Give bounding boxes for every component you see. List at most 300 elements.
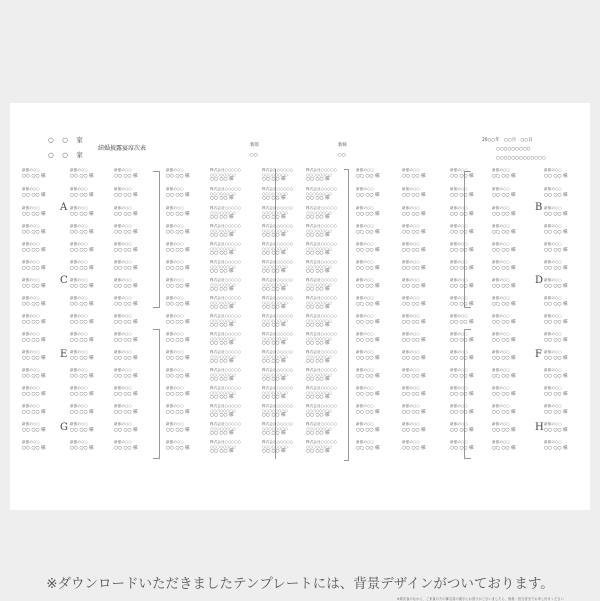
guest-title: 株式会社○○○○○ xyxy=(306,368,337,372)
guest-name: ○○ ○○ 様 xyxy=(492,230,516,235)
guest-subtitle: ○○○○○○○○ xyxy=(306,390,332,395)
guest-name: ○○ ○○ 様 xyxy=(356,230,380,235)
table-label-e: E xyxy=(60,349,68,360)
guest-name: ○○ ○○ 様 xyxy=(114,320,138,325)
guest-title: 株式会社○○○○○ xyxy=(306,278,337,282)
guest-name: ○○ ○○ 様 xyxy=(70,338,94,343)
guest-title: 新郎の○○ xyxy=(114,422,132,426)
guest-name: ○○ ○○ 様 xyxy=(450,174,474,179)
guest-subtitle: ○○○○○○○○ xyxy=(306,408,332,413)
guest-name: ○○ ○○ 様 xyxy=(450,212,474,217)
guest-title: 株式会社○○○○○ xyxy=(210,278,241,282)
venue-line-1: ○○○○○○○○○ xyxy=(496,147,531,152)
guest-subtitle: ○○○○○○○○ xyxy=(306,372,332,377)
guest-title: 株式会社○○○○○ xyxy=(210,260,241,264)
guest-name: ○○ ○○ 様 xyxy=(306,449,330,454)
guest-name: ○○ ○○ 様 xyxy=(544,193,568,198)
guest-name: ○○ ○○ 様 xyxy=(402,174,426,179)
guest-name: ○○ ○○ 様 xyxy=(402,410,426,415)
guest-name: ○○ ○○ 様 xyxy=(22,248,46,253)
guest-name: ○○ ○○ 様 xyxy=(262,323,286,328)
guest-title: 新郎の○○ xyxy=(492,187,510,191)
guest-name: ○○ ○○ 様 xyxy=(210,251,234,256)
guest-title: 株式会社○○○○○ xyxy=(306,386,337,390)
table-bracket xyxy=(153,329,160,459)
guest-title: 新郎の○○ xyxy=(450,168,468,172)
guest-name: ○○ ○○ 様 xyxy=(70,284,94,289)
guest-title: 新郎の○○ xyxy=(544,422,562,426)
guest-title: 新郎の○○ xyxy=(114,296,132,300)
guest-name: ○○ ○○ 様 xyxy=(114,392,138,397)
guest-name: ○○ ○○ 様 xyxy=(450,302,474,307)
guest-title: 新郎の○○ xyxy=(166,296,184,300)
table-label-f: F xyxy=(535,349,542,360)
guest-title: 株式会社○○○○○ xyxy=(262,260,293,264)
guest-name: ○○ ○○ 様 xyxy=(544,338,568,343)
guest-title: 新郎の○○ xyxy=(114,332,132,336)
guest-title: 株式会社○○○○○ xyxy=(210,314,241,318)
guest-name: ○○ ○○ 様 xyxy=(70,302,94,307)
guest-name: ○○ ○○ 様 xyxy=(262,413,286,418)
table-label-c: C xyxy=(60,275,68,286)
guest-title: 新郎の○○ xyxy=(492,314,510,318)
guest-title: 新郎の○○ xyxy=(402,314,420,318)
guest-name: ○○ ○○ 様 xyxy=(450,284,474,289)
table-bracket xyxy=(344,169,349,461)
guest-title: 新郎の○○ xyxy=(492,168,510,172)
guest-name: ○○ ○○ 様 xyxy=(492,338,516,343)
guest-name: ○○ ○○ 様 xyxy=(262,269,286,274)
guest-title: 新郎の○○ xyxy=(450,440,468,444)
guest-name: ○○ ○○ 様 xyxy=(402,392,426,397)
guest-title: 新郎の○○ xyxy=(450,368,468,372)
guest-name: ○○ ○○ 様 xyxy=(22,230,46,235)
guest-title: 新郎の○○ xyxy=(450,386,468,390)
guest-title: 新郎の○○ xyxy=(402,296,420,300)
guest-name: ○○ ○○ 様 xyxy=(306,431,330,436)
guest-title: 株式会社○○○○○ xyxy=(262,350,293,354)
guest-name: ○○ ○○ 様 xyxy=(166,410,190,415)
guest-subtitle: ○○○○○○○○ xyxy=(262,172,288,177)
guest-subtitle: ○○○○○○○○ xyxy=(306,282,332,287)
guest-name: ○○ ○○ 様 xyxy=(70,410,94,415)
guest-title: 株式会社○○○○○ xyxy=(306,422,337,426)
guest-title: 株式会社○○○○○ xyxy=(306,168,337,172)
guest-title: 新郎の○○ xyxy=(356,278,374,282)
guest-name: ○○ ○○ 様 xyxy=(306,341,330,346)
groom-name: ○○ xyxy=(250,153,258,158)
guest-name: ○○ ○○ 様 xyxy=(544,266,568,271)
guest-title: 新郎の○○ xyxy=(402,168,420,172)
guest-title: 新郎の○○ xyxy=(402,187,420,191)
guest-name: ○○ ○○ 様 xyxy=(210,449,234,454)
guest-name: ○○ ○○ 様 xyxy=(450,356,474,361)
guest-name: ○○ ○○ 様 xyxy=(356,193,380,198)
guest-title: 新郎の○○ xyxy=(166,187,184,191)
guest-subtitle: ○○○○○○○○ xyxy=(262,282,288,287)
guest-title: 新郎の○○ xyxy=(356,404,374,408)
guest-name: ○○ ○○ 様 xyxy=(544,374,568,379)
guest-title: 新郎の○○ xyxy=(70,168,88,172)
guest-title: 新郎の○○ xyxy=(166,260,184,264)
guest-name: ○○ ○○ 様 xyxy=(356,174,380,179)
guest-title: 株式会社○○○○○ xyxy=(262,206,293,210)
guest-name: ○○ ○○ 様 xyxy=(114,356,138,361)
guest-title: 新郎の○○ xyxy=(402,242,420,246)
guest-name: ○○ ○○ 様 xyxy=(262,215,286,220)
guest-name: ○○ ○○ 様 xyxy=(114,302,138,307)
guest-title: 新郎の○○ xyxy=(544,440,562,444)
guest-name: ○○ ○○ 様 xyxy=(402,248,426,253)
guest-name: ○○ ○○ 様 xyxy=(114,410,138,415)
guest-name: ○○ ○○ 様 xyxy=(402,446,426,451)
guest-title: 新郎の○○ xyxy=(450,260,468,264)
guest-title: 新郎の○○ xyxy=(402,278,420,282)
guest-name: ○○ ○○ 様 xyxy=(544,428,568,433)
guest-name: ○○ ○○ 様 xyxy=(492,266,516,271)
guest-subtitle: ○○○○○○○○ xyxy=(262,246,288,251)
guest-title: 新郎の○○ xyxy=(70,440,88,444)
guest-name: ○○ ○○ 様 xyxy=(210,287,234,292)
guest-name: ○○ ○○ 様 xyxy=(544,248,568,253)
guest-subtitle: ○○○○○○○○ xyxy=(262,300,288,305)
guest-title: 新郎の○○ xyxy=(544,332,562,336)
guest-name: ○○ ○○ 様 xyxy=(210,215,234,220)
bride-name: ○○ xyxy=(338,153,346,158)
guest-name: ○○ ○○ 様 xyxy=(262,305,286,310)
table-label-h: H xyxy=(535,422,544,433)
guest-title: 新郎の○○ xyxy=(166,440,184,444)
guest-name: ○○ ○○ 様 xyxy=(492,374,516,379)
guest-name: ○○ ○○ 様 xyxy=(262,177,286,182)
guest-subtitle: ○○○○○○○○ xyxy=(306,191,332,196)
guest-name: ○○ ○○ 様 xyxy=(306,323,330,328)
guest-subtitle: ○○○○○○○○ xyxy=(210,191,236,196)
guest-name: ○○ ○○ 様 xyxy=(70,193,94,198)
guest-name: ○○ ○○ 様 xyxy=(114,248,138,253)
guest-title: 新郎の○○ xyxy=(356,350,374,354)
guest-subtitle: ○○○○○○○○ xyxy=(306,444,332,449)
guest-name: ○○ ○○ 様 xyxy=(402,212,426,217)
guest-subtitle: ○○○○○○○○ xyxy=(210,444,236,449)
guest-name: ○○ ○○ 様 xyxy=(450,374,474,379)
guest-title: 新郎の○○ xyxy=(70,224,88,228)
guest-name: ○○ ○○ 様 xyxy=(210,233,234,238)
guest-title: 新郎の○○ xyxy=(70,422,88,426)
guest-subtitle: ○○○○○○○○ xyxy=(210,282,236,287)
guest-name: ○○ ○○ 様 xyxy=(492,302,516,307)
guest-subtitle: ○○○○○○○○ xyxy=(262,191,288,196)
guest-title: 新郎の○○ xyxy=(450,350,468,354)
guest-name: ○○ ○○ 様 xyxy=(492,446,516,451)
guest-title: 新郎の○○ xyxy=(544,206,562,210)
footer-notice: ※ダウンロードいただきましたテンプレートには、背景デザインがついております。 xyxy=(46,576,554,592)
guest-name: ○○ ○○ 様 xyxy=(210,196,234,201)
guest-name: ○○ ○○ 様 xyxy=(356,374,380,379)
guest-title: 新郎の○○ xyxy=(492,260,510,264)
guest-name: ○○ ○○ 様 xyxy=(402,428,426,433)
guest-title: 株式会社○○○○○ xyxy=(262,422,293,426)
guest-name: ○○ ○○ 様 xyxy=(402,374,426,379)
guest-subtitle: ○○○○○○○○ xyxy=(210,336,236,341)
guest-title: 新郎の○○ xyxy=(70,350,88,354)
guest-name: ○○ ○○ 様 xyxy=(544,230,568,235)
guest-title: 株式会社○○○○○ xyxy=(210,440,241,444)
guest-title: 新郎の○○ xyxy=(114,242,132,246)
guest-subtitle: ○○○○○○○○ xyxy=(210,210,236,215)
guest-name: ○○ ○○ 様 xyxy=(402,193,426,198)
guest-title: 新郎の○○ xyxy=(166,242,184,246)
guest-title: 株式会社○○○○○ xyxy=(210,386,241,390)
guest-title: 新郎の○○ xyxy=(492,332,510,336)
guest-title: 株式会社○○○○○ xyxy=(210,242,241,246)
guest-name: ○○ ○○ 様 xyxy=(306,305,330,310)
guest-name: ○○ ○○ 様 xyxy=(166,338,190,343)
guest-title: 新郎の○○ xyxy=(114,314,132,318)
guest-name: ○○ ○○ 様 xyxy=(262,377,286,382)
guest-name: ○○ ○○ 様 xyxy=(306,215,330,220)
guest-name: ○○ ○○ 様 xyxy=(544,392,568,397)
guest-name: ○○ ○○ 様 xyxy=(70,392,94,397)
guest-title: 新郎の○○ xyxy=(22,404,40,408)
guest-name: ○○ ○○ 様 xyxy=(166,212,190,217)
guest-title: 新郎の○○ xyxy=(114,368,132,372)
groom-label: 新郎 xyxy=(250,143,259,148)
guest-title: 株式会社○○○○○ xyxy=(210,422,241,426)
guest-title: 新郎の○○ xyxy=(544,350,562,354)
guest-title: 新郎の○○ xyxy=(356,422,374,426)
guest-name: ○○ ○○ 様 xyxy=(262,431,286,436)
guest-subtitle: ○○○○○○○○ xyxy=(306,426,332,431)
guest-name: ○○ ○○ 様 xyxy=(22,266,46,271)
guest-title: 新郎の○○ xyxy=(492,350,510,354)
guest-title: 新郎の○○ xyxy=(492,440,510,444)
guest-title: 新郎の○○ xyxy=(166,314,184,318)
guest-name: ○○ ○○ 様 xyxy=(114,446,138,451)
guest-name: ○○ ○○ 様 xyxy=(356,284,380,289)
guest-subtitle: ○○○○○○○○ xyxy=(306,300,332,305)
guest-name: ○○ ○○ 様 xyxy=(306,359,330,364)
guest-name: ○○ ○○ 様 xyxy=(166,428,190,433)
guest-subtitle: ○○○○○○○○ xyxy=(210,426,236,431)
guest-title: 新郎の○○ xyxy=(166,368,184,372)
guest-title: 株式会社○○○○○ xyxy=(262,242,293,246)
guest-name: ○○ ○○ 様 xyxy=(22,193,46,198)
guest-title: 新郎の○○ xyxy=(356,314,374,318)
guest-name: ○○ ○○ 様 xyxy=(492,212,516,217)
guest-title: 新郎の○○ xyxy=(22,278,40,282)
guest-name: ○○ ○○ 様 xyxy=(114,174,138,179)
guest-name: ○○ ○○ 様 xyxy=(114,230,138,235)
guest-title: 新郎の○○ xyxy=(114,206,132,210)
guest-name: ○○ ○○ 様 xyxy=(450,320,474,325)
guest-title: 新郎の○○ xyxy=(356,242,374,246)
guest-title: 株式会社○○○○○ xyxy=(262,296,293,300)
event-date: 20○○年 ○○月 ○○日 xyxy=(482,138,533,143)
guest-title: 新郎の○○ xyxy=(356,260,374,264)
guest-name: ○○ ○○ 様 xyxy=(114,212,138,217)
guest-name: ○○ ○○ 様 xyxy=(22,410,46,415)
guest-title: 新郎の○○ xyxy=(114,440,132,444)
guest-name: ○○ ○○ 様 xyxy=(210,377,234,382)
guest-title: 新郎の○○ xyxy=(492,278,510,282)
guest-title: 株式会社○○○○○ xyxy=(306,206,337,210)
guest-name: ○○ ○○ 様 xyxy=(166,392,190,397)
guest-name: ○○ ○○ 様 xyxy=(544,302,568,307)
guest-title: 新郎の○○ xyxy=(450,404,468,408)
guest-name: ○○ ○○ 様 xyxy=(166,356,190,361)
guest-name: ○○ ○○ 様 xyxy=(544,212,568,217)
banquet-title: 結婚披露宴席次表 xyxy=(98,145,147,152)
guest-title: 新郎の○○ xyxy=(114,386,132,390)
guest-name: ○○ ○○ 様 xyxy=(210,177,234,182)
guest-title: 新郎の○○ xyxy=(22,260,40,264)
guest-title: 株式会社○○○○○ xyxy=(262,386,293,390)
guest-name: ○○ ○○ 様 xyxy=(306,377,330,382)
guest-title: 新郎の○○ xyxy=(544,386,562,390)
guest-subtitle: ○○○○○○○○ xyxy=(262,408,288,413)
guest-name: ○○ ○○ 様 xyxy=(306,251,330,256)
guest-name: ○○ ○○ 様 xyxy=(166,302,190,307)
guest-name: ○○ ○○ 様 xyxy=(402,338,426,343)
guest-title: 新郎の○○ xyxy=(166,350,184,354)
guest-name: ○○ ○○ 様 xyxy=(114,284,138,289)
guest-title: 新郎の○○ xyxy=(450,206,468,210)
guest-name: ○○ ○○ 様 xyxy=(544,174,568,179)
guest-name: ○○ ○○ 様 xyxy=(306,269,330,274)
guest-name: ○○ ○○ 様 xyxy=(306,177,330,182)
guest-name: ○○ ○○ 様 xyxy=(356,320,380,325)
guest-title: 株式会社○○○○○ xyxy=(306,260,337,264)
guest-name: ○○ ○○ 様 xyxy=(450,248,474,253)
guest-name: ○○ ○○ 様 xyxy=(402,266,426,271)
guest-title: 新郎の○○ xyxy=(70,206,88,210)
guest-title: 新郎の○○ xyxy=(544,404,562,408)
guest-name: ○○ ○○ 様 xyxy=(306,196,330,201)
guest-name: ○○ ○○ 様 xyxy=(210,305,234,310)
guest-name: ○○ ○○ 様 xyxy=(166,446,190,451)
guest-title: 新郎の○○ xyxy=(544,314,562,318)
guest-title: 新郎の○○ xyxy=(166,422,184,426)
guest-title: 新郎の○○ xyxy=(450,224,468,228)
guest-name: ○○ ○○ 様 xyxy=(356,212,380,217)
guest-title: 新郎の○○ xyxy=(70,314,88,318)
guest-title: 株式会社○○○○○ xyxy=(306,314,337,318)
guest-title: 新郎の○○ xyxy=(166,332,184,336)
guest-subtitle: ○○○○○○○○ xyxy=(306,354,332,359)
guest-name: ○○ ○○ 様 xyxy=(22,320,46,325)
guest-subtitle: ○○○○○○○○ xyxy=(306,336,332,341)
guest-subtitle: ○○○○○○○○ xyxy=(262,318,288,323)
guest-name: ○○ ○○ 様 xyxy=(70,174,94,179)
guest-title: 新郎の○○ xyxy=(450,187,468,191)
guest-name: ○○ ○○ 様 xyxy=(262,359,286,364)
guest-subtitle: ○○○○○○○○ xyxy=(262,228,288,233)
guest-subtitle: ○○○○○○○○ xyxy=(210,390,236,395)
guest-title: 新郎の○○ xyxy=(356,332,374,336)
guest-title: 新郎の○○ xyxy=(356,386,374,390)
guest-title: 新郎の○○ xyxy=(402,404,420,408)
guest-name: ○○ ○○ 様 xyxy=(166,320,190,325)
guest-title: 新郎の○○ xyxy=(402,422,420,426)
guest-subtitle: ○○○○○○○○ xyxy=(262,426,288,431)
guest-name: ○○ ○○ 様 xyxy=(70,428,94,433)
guest-title: 新郎の○○ xyxy=(70,386,88,390)
guest-title: 新郎の○○ xyxy=(402,332,420,336)
guest-title: 新郎の○○ xyxy=(492,296,510,300)
guest-title: 新郎の○○ xyxy=(22,440,40,444)
guest-title: 新郎の○○ xyxy=(70,242,88,246)
guest-title: 新郎の○○ xyxy=(22,168,40,172)
guest-title: 新郎の○○ xyxy=(22,206,40,210)
guest-name: ○○ ○○ 様 xyxy=(70,320,94,325)
guest-name: ○○ ○○ 様 xyxy=(306,413,330,418)
guest-name: ○○ ○○ 様 xyxy=(210,323,234,328)
guest-title: 新郎の○○ xyxy=(544,242,562,246)
guest-title: 株式会社○○○○○ xyxy=(306,296,337,300)
guest-name: ○○ ○○ 様 xyxy=(544,410,568,415)
guest-name: ○○ ○○ 様 xyxy=(262,287,286,292)
guest-name: ○○ ○○ 様 xyxy=(450,428,474,433)
guest-title: 新郎の○○ xyxy=(114,224,132,228)
guest-name: ○○ ○○ 様 xyxy=(22,356,46,361)
guest-title: 株式会社○○○○○ xyxy=(210,206,241,210)
guest-subtitle: ○○○○○○○○ xyxy=(210,318,236,323)
guest-name: ○○ ○○ 様 xyxy=(22,338,46,343)
guest-title: 株式会社○○○○○ xyxy=(262,314,293,318)
guest-title: 新郎の○○ xyxy=(114,350,132,354)
guest-name: ○○ ○○ 様 xyxy=(492,392,516,397)
guest-name: ○○ ○○ 様 xyxy=(114,374,138,379)
guest-title: 新郎の○○ xyxy=(544,224,562,228)
table-label-a: A xyxy=(60,202,68,213)
guest-name: ○○ ○○ 様 xyxy=(306,233,330,238)
guest-name: ○○ ○○ 様 xyxy=(492,320,516,325)
guest-title: 新郎の○○ xyxy=(544,260,562,264)
guest-name: ○○ ○○ 様 xyxy=(166,230,190,235)
guest-title: 新郎の○○ xyxy=(22,332,40,336)
guest-title: 株式会社○○○○○ xyxy=(262,440,293,444)
guest-name: ○○ ○○ 様 xyxy=(262,449,286,454)
guest-name: ○○ ○○ 様 xyxy=(70,374,94,379)
guest-title: 新郎の○○ xyxy=(492,224,510,228)
guest-name: ○○ ○○ 様 xyxy=(492,174,516,179)
guest-name: ○○ ○○ 様 xyxy=(356,392,380,397)
guest-name: ○○ ○○ 様 xyxy=(544,320,568,325)
guest-name: ○○ ○○ 様 xyxy=(356,410,380,415)
guest-title: 新郎の○○ xyxy=(544,368,562,372)
guest-name: ○○ ○○ 様 xyxy=(22,302,46,307)
guest-name: ○○ ○○ 様 xyxy=(544,446,568,451)
table-bracket xyxy=(153,171,160,308)
guest-title: 新郎の○○ xyxy=(402,440,420,444)
guest-name: ○○ ○○ 様 xyxy=(450,410,474,415)
guest-title: 新郎の○○ xyxy=(166,224,184,228)
guest-title: 株式会社○○○○○ xyxy=(210,404,241,408)
guest-title: 新郎の○○ xyxy=(166,168,184,172)
guest-name: ○○ ○○ 様 xyxy=(22,446,46,451)
guest-name: ○○ ○○ 様 xyxy=(22,428,46,433)
guest-title: 新郎の○○ xyxy=(114,260,132,264)
guest-title: 株式会社○○○○○ xyxy=(210,368,241,372)
guest-name: ○○ ○○ 様 xyxy=(114,428,138,433)
guest-title: 新郎の○○ xyxy=(114,404,132,408)
guest-title: 株式会社○○○○○ xyxy=(262,278,293,282)
guest-subtitle: ○○○○○○○○ xyxy=(262,372,288,377)
guest-name: ○○ ○○ 様 xyxy=(70,230,94,235)
guest-title: 新郎の○○ xyxy=(166,386,184,390)
guest-subtitle: ○○○○○○○○ xyxy=(262,264,288,269)
